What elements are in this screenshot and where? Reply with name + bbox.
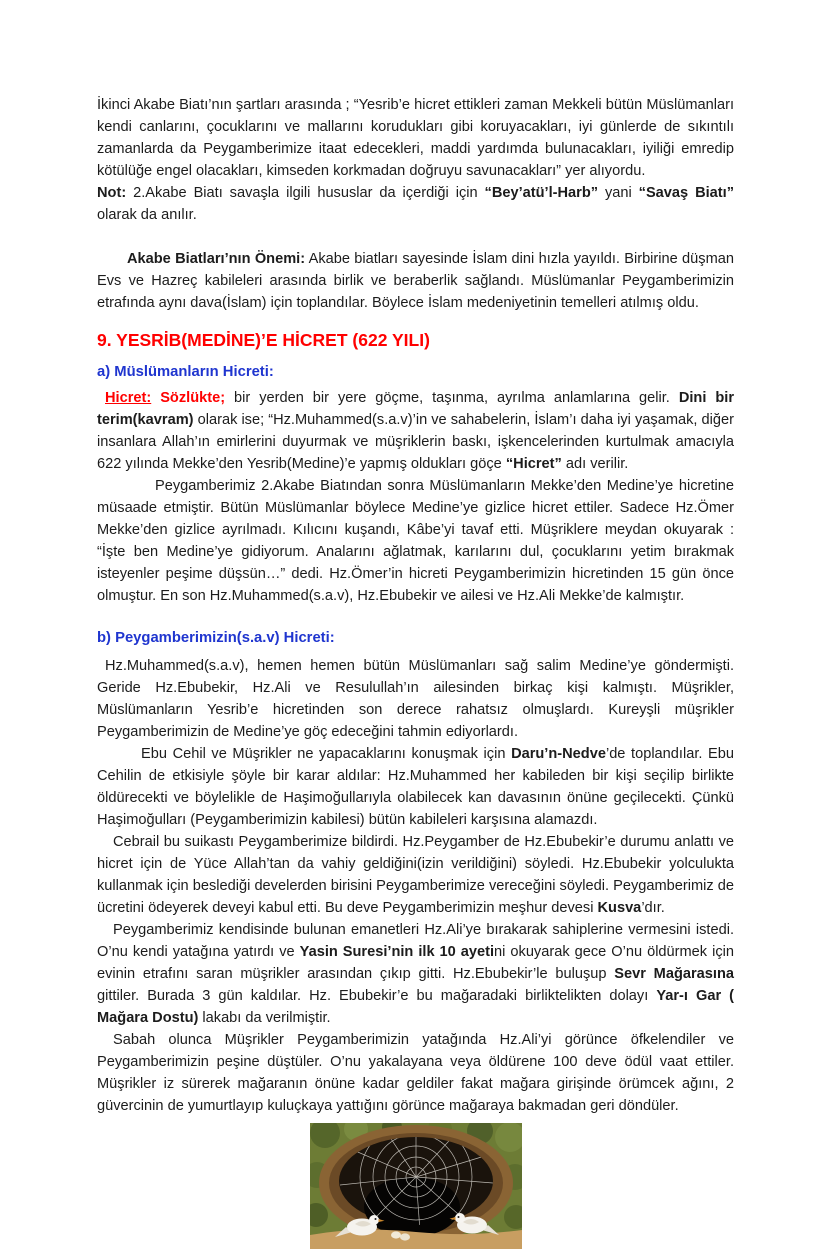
subsection-heading-a: a) Müslümanların Hicreti: [97,364,274,380]
document-page [97,94,734,1254]
text-segment: gittiler. Burada 3 gün kaldılar. Hz. Ebubekir’e bu mağaradaki birliktelikten dolayı [97,988,657,1004]
paragraph-muhammad-sends-muslims [97,655,734,743]
text-segment: “Hicret” [505,456,562,472]
text-segment: Akabe Biatları’nın Önemi: [127,251,306,267]
section-heading-hicret: 9. YESRİB(MEDİNE)’E HİCRET (622 YILI) [97,330,430,350]
paragraph-emanet-sevr [97,919,734,1029]
cave-spiderweb-doves-image [310,1123,522,1249]
text-segment: yani [598,185,639,201]
text-segment: Hicret: [105,390,152,406]
text-segment: Peygamberimiz kendisinde bulunan emanetleri Hz.Ali’ye bırakarak sahiplerine vermesini istedi. O’nu kendi yatağına yatırdı ve [97,922,734,960]
text-segment: ’de toplandılar. Ebu Cehilin de etkisiyle şöyle bir karar aldılar: Hz.Muhammed her kabileden bir kişi seçilip birlikte öldürecekti ve böylelikle de Haşimoğullarıyla olabilecek kan davasının önüne geçilecekti. Çünkü Haşimoğulları (Peygamberimizin kabilesi) bütün kabileleri karşısına alamazdı. [97,746,734,828]
subsection-heading-b: b) Peygamberimizin(s.a.v) Hicreti: [97,630,335,646]
text-segment: Ebu Cehil ve Müşrikler ne yapacaklarını konuşmak için [141,746,512,762]
text-segment: lakabı da verilmiştir. [198,1010,331,1026]
paragraph-morning-pursuit [97,1029,734,1117]
text-segment: Dini bir terim(kavram) [97,390,734,428]
text-segment: Not: [97,185,127,201]
cave-illustration [97,1123,734,1254]
text-segment: bir yerden bir yere göçme, taşınma, ayrılma anlamlarına gelir. [225,390,679,406]
text-segment: ’dır. [641,900,665,916]
text-segment: olarak da anılır. [97,207,197,223]
text-segment: Akabe biatları sayesinde İslam dini hızla yayıldı. Birbirine düşman Evs ve Hazreç kabileleri arasında birlik ve beraberlik sağlandı. Müslümanlar Peygamberimizin etrafında aynı dava(İslam) için toplandılar. Böylece İslam medeniyetinin temelleri atılmış oldu. [97,251,734,311]
paragraph-note [97,182,734,226]
paragraph-cebrail-warning [97,831,734,919]
text-segment: Daru’n-Nedve [511,746,606,762]
text-segment: Yar-ı Gar ( Mağara Dostu) [97,988,735,1026]
text-segment: Hz.Muhammed(s.a.v), hemen hemen bütün Müslümanları sağ salim Medine’ye göndermişti. Geride Hz.Ebubekir, Hz.Ali ve Resulullah’ın ailesinden birkaç kişi kalmıştı. Müşrikler, Müslümanların Yesrib’e hicretinden son derece rahatsız olmuşlardı. Kureyşli müşrikler Peygamberimizin de Medine’ye göç edeceğini tahmin ediyorlardı. [97,658,734,740]
text-segment: Sabah olunca Müşrikler Peygamberimizin yatağında Hz.Ali’yi görünce öfkelendiler ve Peygamberimizin peşine düştüler. O’nu yakalayana veya öldürene 100 deve ödül vaat ettiler. Müşrikler iz sürerek mağaranın önüne kadar geldiler fakat mağara girişinde örümcek ağını, 2 güvercinin de yumurtlayıp kuluçkaya yattığını görünce mağaraya bakmadan geri döndüler. [97,1032,734,1114]
text-segment: ni okuyarak gece O’nu öldürmek için evinin etrafını saran müşrikler arasından çıkıp gitti. Hz.Ebubekir’le buluşup [97,944,734,982]
text-segment: Cebrail bu suikastı Peygamberimize bildirdi. Hz.Peygamber de Hz.Ebubekir’e durumu anlattı ve hicret için de Yüce Allah’tan da vahiy geldiğini(izin verildiğini) söyledi. Hz.Ebubekir yolculukta kullanmak için beslediği develerden birisini Peygamberimize vereceğini söyledi. Peygamberimiz de ücretini ödeyerek deveyi kabul etti. Bu deve Peygamberimizin meşhur devesi [97,834,734,916]
text-segment: Sözlükte; [151,390,226,406]
text-segment: Sevr Mağarasına [614,966,734,982]
paragraph-akabe-importance [97,248,734,314]
paragraph-akabe-terms [97,94,734,182]
text-segment: Peygamberimiz 2.Akabe Biatından sonra Müslümanların Mekke’den Medine’ye hicretine müsaade etmiştir. Bütün Müslümanlar böylece Medine’ye gizlice hicret ettiler. Sadece Hz.Ömer Mekke’den gizlice ayrılmadı. Kılıcını kuşandı, Kâbe’yi tavaf etti. Müşriklere meydan okuyarak : “İşte ben Medine’ye gidiyorum. Analarını ağlatmak, karılarını dul, çocuklarını yetim bırakmak isteyenler peşime düşsün…” dedi. Hz.Ömer’in hicreti Peygamberimizin hicretinden 15 gün önce olmuştur. En son Hz.Muhammed(s.a.v), Hz.Ebubekir ve ailesi ve Hz.Ali Mekke’de kalmıştır. [97,478,734,604]
text-segment: “Savaş Biatı” [638,185,734,201]
paragraph-darun-nedve [97,743,734,831]
paragraph-hicret-definition [97,387,734,475]
text-segment: İkinci Akabe Biatı’nın şartları arasında ; “Yesrib’e hicret ettikleri zaman Mekkeli bütün Müslümanları kendi canlarını, çocuklarını ve mallarını korudukları gibi koruyacakları, iyi günlerde de sıkıntılı zamanlarda da Peygamberimize itaat edecekleri, maddi yardımda bulunacakları, iyiliği emredip kötülüğe engel olacakları, kimseden korkmadan doğruyu savunacakları” yer alıyordu. [97,97,734,179]
text-segment: Yasin Suresi’nin ilk 10 ayeti [299,944,495,960]
text-segment: Kusva [597,900,642,916]
text-segment: “Bey’atü’l-Harb” [484,185,599,201]
text-segment: adı verilir. [561,456,629,472]
text-segment: olarak ise; “Hz.Muhammed(s.a.v)’in ve sahabelerin, İslam’ı daha iyi yaşamak, diğer insanlara Allah’ın emirlerini duyurmak ve müşriklerin baskı, işkencelerinden kurtulmak amacıyla 622 yılında Mekke’den Yesrib(Medine)’e yapmış oldukları göçe [97,412,734,472]
text-segment: 2.Akabe Biatı savaşla ilgili hususlar da içerdiği için [126,185,485,201]
paragraph-migration-permission [97,475,734,607]
